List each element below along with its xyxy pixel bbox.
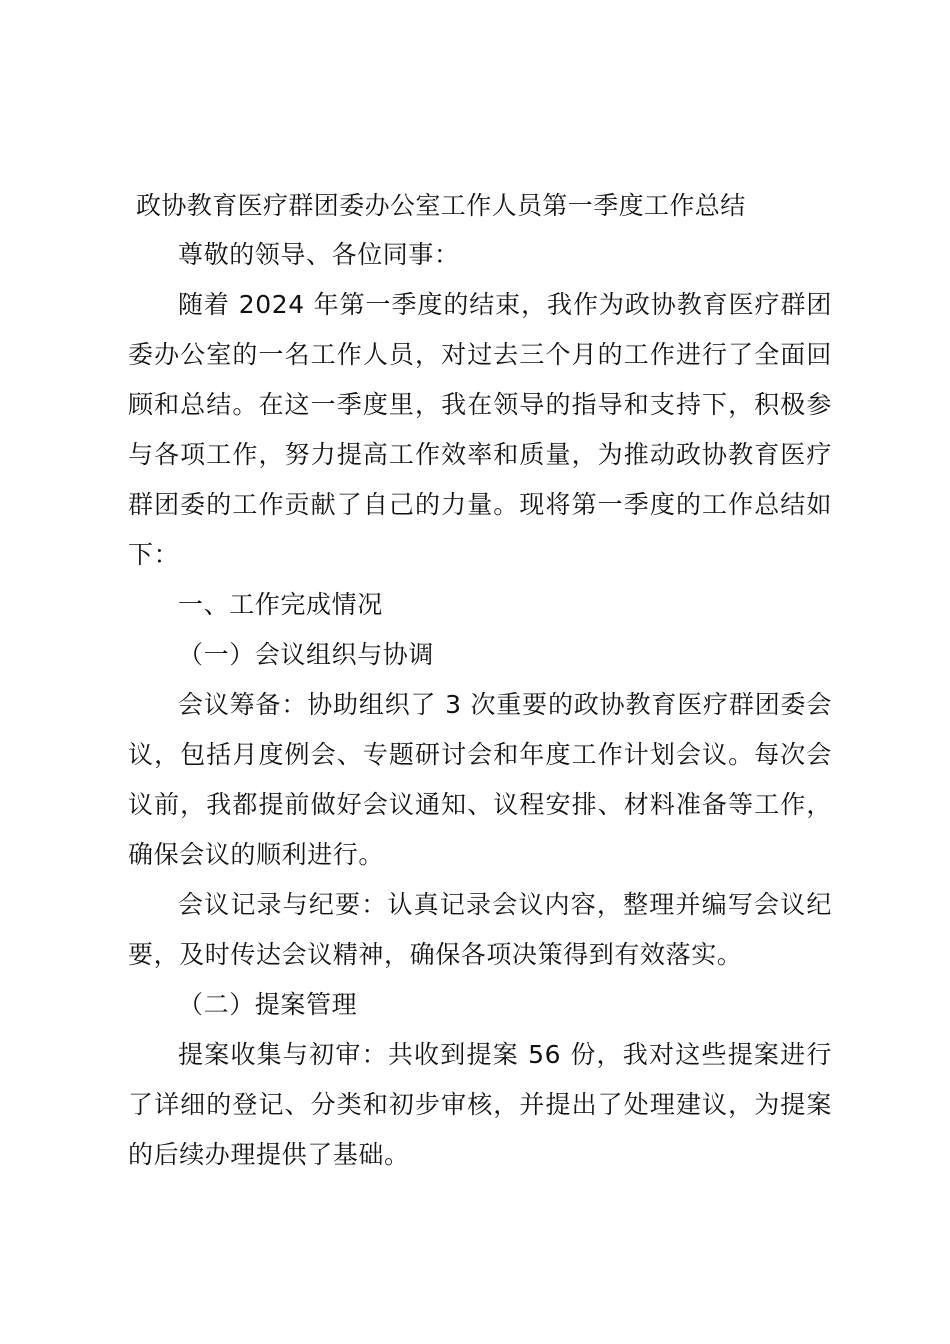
meeting-minutes-paragraph: 会议记录与纪要：认真记录会议内容，整理并编写会议纪要，及时传达会议精神，确保各项决策得到有效落实。 bbox=[128, 890, 832, 969]
proposal-paragraph: 提案收集与初审：共收到提案 56 份，我对这些提案进行了详细的登记、分类和初步审核，并提出了处理建议，为提案的后续办理提供了基础。 bbox=[128, 1040, 832, 1169]
subsection-heading-2: （二）提案管理 bbox=[178, 990, 358, 1019]
subsection-heading-1: （一）会议组织与协调 bbox=[178, 640, 435, 669]
section-heading-1: 一、工作完成情况 bbox=[178, 590, 383, 619]
document-title: 政协教育医疗群团委办公室工作人员第一季度工作总结 bbox=[136, 191, 746, 220]
document-body bbox=[128, 182, 832, 1180]
salutation: 尊敬的领导、各位同事： bbox=[178, 240, 460, 269]
intro-paragraph: 随着 2024 年第一季度的结束，我作为政协教育医疗群团委办公室的一名工作人员，对过去三个月的工作进行了全面回顾和总结。在这一季度里，我在领导的指导和支持下，积极参与各项工作，努力提高工作效率和质量，为推动政协教育医疗群团委的工作贡献了自己的力量。现将第一季度的工作总结如下： bbox=[128, 290, 832, 569]
meeting-prep-paragraph: 会议筹备：协助组织了 3 次重要的政协教育医疗群团委会议，包括月度例会、专题研讨会和年度工作计划会议。每次会议前，我都提前做好会议通知、议程安排、材料准备等工作，确保会议的顺利进行。 bbox=[128, 690, 832, 869]
